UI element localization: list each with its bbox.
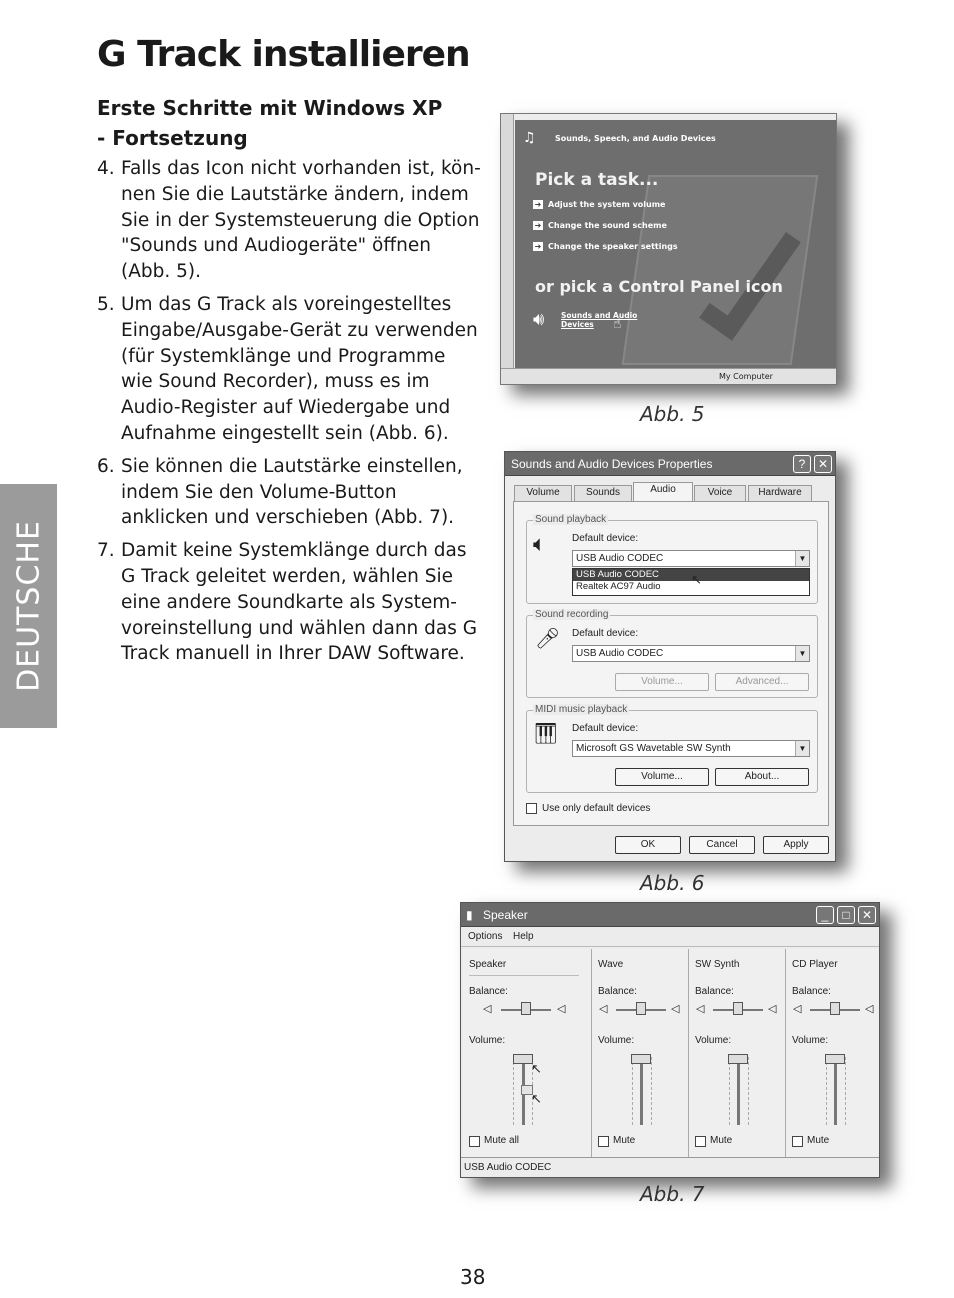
volume-button[interactable]: Volume... [615, 768, 709, 786]
tab-volume[interactable]: Volume [514, 485, 572, 501]
volume-slider[interactable] [513, 1054, 533, 1064]
balance-label: Balance: [695, 986, 734, 997]
list-item [97, 292, 482, 447]
balance-label: Balance: [469, 986, 508, 997]
status-bar [501, 368, 837, 385]
mute-label: Mute all [484, 1135, 520, 1146]
balance-slider[interactable] [636, 1002, 646, 1015]
sound-playback-group [526, 514, 818, 604]
list-item [97, 156, 482, 285]
speaker-right-icon: ◁ [865, 1003, 874, 1015]
sound-icon: ♫ [523, 130, 536, 146]
minimize-icon[interactable]: _ [816, 906, 834, 924]
mute-label: Mute [613, 1135, 636, 1146]
task-link[interactable] [533, 200, 665, 209]
keyboard-icon: 🎹︎ [533, 723, 559, 745]
maximize-icon[interactable]: □ [837, 906, 855, 924]
audio-properties-dialog [504, 451, 836, 862]
select-value: Microsoft GS Wavetable SW Synth [576, 743, 731, 754]
speaker-right-icon: ◁ [768, 1003, 777, 1015]
select-value: USB Audio CODEC [576, 648, 664, 659]
mute-checkbox[interactable] [598, 1136, 609, 1147]
channel-name: SW Synth [695, 959, 740, 970]
task-label: Change the speaker settings [548, 242, 678, 251]
playback-device-select[interactable] [572, 550, 810, 567]
volume-track [737, 1055, 740, 1125]
volume-slider[interactable] [825, 1054, 845, 1064]
menu-bar [461, 927, 879, 947]
volume-slider[interactable] [728, 1054, 748, 1064]
midi-playback-group [526, 704, 818, 793]
balance-label: Balance: [598, 986, 637, 997]
page-title: G Track installieren [97, 34, 470, 75]
balance-label: Balance: [792, 986, 831, 997]
arrow-cursor-icon: ↖ [531, 1061, 542, 1076]
balance-slider[interactable] [830, 1002, 840, 1015]
channel-name: Wave [598, 959, 624, 970]
advanced-button[interactable]: Advanced... [715, 673, 809, 691]
speaker-left-icon: ◁ [599, 1003, 608, 1015]
volume-label: Volume: [792, 1035, 829, 1046]
channel-sw-synth [688, 949, 785, 1157]
mute-checkbox[interactable] [695, 1136, 706, 1147]
close-icon[interactable]: ✕ [858, 906, 876, 924]
step-text: Um das G Track als voreingestelltes Eingabe/Ausgabe-Gerät zu verwenden (für Systemklänge und Programme wie Sound Recorder), muss es im Audio-Register auf Wiedergabe und Aufnahme eingestellt sein (Abb. 6). [121, 293, 478, 444]
channel-wave [591, 949, 688, 1157]
hand-cursor-icon: ☝︎ [613, 316, 622, 332]
chevron-down-icon[interactable]: ▼ [795, 551, 809, 566]
speaker-mixer-window [460, 902, 880, 1178]
list-item [97, 454, 482, 531]
channel-name: Speaker [469, 959, 507, 970]
ok-button[interactable]: OK [615, 836, 681, 854]
arrow-cursor-icon: ↖ [531, 1091, 542, 1106]
volume-label: Volume: [598, 1035, 635, 1046]
speaker-right-icon: ◁ [671, 1003, 680, 1015]
tab-voice[interactable]: Voice [694, 485, 746, 501]
window-title: Speaker [483, 908, 528, 922]
audio-tab-pane [513, 501, 829, 826]
dropdown-option[interactable]: USB Audio CODEC [573, 569, 809, 581]
apply-button[interactable]: Apply [763, 836, 829, 854]
channel-speaker [463, 949, 591, 1157]
step-number: 7. [97, 540, 115, 562]
sound-recording-group [526, 609, 818, 698]
task-pane [515, 120, 837, 368]
arrow-icon: ➜ [534, 221, 542, 230]
volume-label: Volume: [695, 1035, 732, 1046]
select-value: USB Audio CODEC [576, 553, 664, 564]
arrow-cursor-icon: ↖ [691, 572, 702, 587]
help-button[interactable]: ? [793, 455, 811, 473]
scrollbar[interactable] [501, 114, 514, 368]
title-bar [505, 452, 835, 476]
dialog-title: Sounds and Audio Devices Properties [511, 457, 713, 471]
chevron-down-icon[interactable]: ▼ [795, 646, 809, 661]
control-panel-heading: or pick a Control Panel icon [535, 277, 783, 296]
divider [469, 975, 579, 976]
group-legend: Sound recording [535, 609, 609, 620]
steps-list [97, 156, 482, 674]
arrow-icon: ➜ [534, 242, 542, 251]
group-legend: Sound playback [535, 514, 607, 525]
use-default-label: Use only default devices [542, 803, 651, 814]
speaker-left-icon: ◁ [793, 1003, 802, 1015]
status-bar [461, 1157, 879, 1177]
close-button[interactable]: ✕ [814, 455, 832, 473]
default-device-label: Default device: [572, 628, 639, 639]
status-text: My Computer [719, 372, 773, 381]
recording-device-select[interactable] [572, 645, 810, 662]
mixer-panel [463, 949, 879, 1157]
mute-label: Mute [710, 1135, 733, 1146]
speaker-icon: ▮ [466, 908, 473, 922]
speaker-icon: 🔈︎ [533, 531, 547, 556]
chevron-down-icon[interactable]: ▼ [795, 741, 809, 756]
volume-slider[interactable] [631, 1054, 651, 1064]
task-label: Change the sound scheme [548, 221, 667, 230]
use-default-checkbox[interactable] [526, 803, 537, 814]
cancel-button[interactable]: Cancel [689, 836, 755, 854]
menu-options[interactable]: Options [468, 931, 503, 942]
group-legend: MIDI music playback [535, 704, 628, 715]
task-link[interactable] [533, 221, 667, 230]
balance-slider[interactable] [733, 1002, 743, 1015]
volume-track [640, 1055, 643, 1125]
step-number: 6. [97, 455, 115, 477]
mute-checkbox[interactable] [469, 1136, 480, 1147]
task-link[interactable] [533, 242, 678, 251]
mute-label: Mute [807, 1135, 830, 1146]
figure-caption: Abb. 7 [640, 1182, 705, 1206]
list-item [97, 538, 482, 667]
step-text: Falls das Icon nicht vorhanden ist, kön-nen Sie die Lautstärke ändern, indem Sie in der Systemsteuerung die Option "Sounds und Audiogeräte" öffnen (Abb. 5). [121, 158, 481, 283]
figure-caption: Abb. 6 [640, 871, 705, 895]
step-text: Damit keine Systemklänge durch das G Track geleitet werden, wählen Sie eine andere Soundkarte als System-voreinstellung und wählen dann das G Track manuell in Ihrer DAW Software. [121, 540, 478, 665]
status-text: USB Audio CODEC [464, 1162, 552, 1173]
midi-device-select[interactable] [572, 740, 810, 757]
speaker-right-icon: ◁ [557, 1003, 566, 1015]
channel-name: CD Player [792, 959, 838, 970]
volume-button[interactable]: Volume... [615, 673, 709, 691]
menu-help[interactable]: Help [513, 931, 534, 942]
dropdown-option[interactable]: Realtek AC97 Audio [576, 581, 661, 592]
task-label: Adjust the system volume [548, 200, 666, 209]
speaker-left-icon: ◁ [696, 1003, 705, 1015]
language-label: DEUTSCHE [11, 520, 46, 692]
step-number: 4. [97, 158, 115, 179]
channel-cd-player [785, 949, 879, 1157]
step-number: 5. [97, 293, 115, 315]
arrow-icon: ➜ [534, 200, 542, 209]
page-number: 38 [460, 1265, 486, 1289]
tab-hardware[interactable]: Hardware [748, 485, 812, 501]
volume-track [834, 1055, 837, 1125]
balance-slider[interactable] [521, 1002, 531, 1015]
section-subtitle: Erste Schritte mit Windows XP - Fortsetzung [97, 96, 443, 150]
microphone-icon: 🎤︎ [535, 628, 561, 650]
about-button[interactable]: About... [715, 768, 809, 786]
title-bar [461, 903, 879, 927]
default-device-label: Default device: [572, 723, 639, 734]
figure-caption: Abb. 5 [640, 402, 705, 426]
language-side-tab [0, 484, 57, 728]
mute-checkbox[interactable] [792, 1136, 803, 1147]
control-panel-screenshot [500, 113, 837, 385]
speaker-left-icon: ◁ [483, 1003, 492, 1015]
tab-sounds[interactable]: Sounds [574, 485, 632, 501]
tab-audio[interactable]: Audio [633, 482, 693, 502]
volume-label: Volume: [469, 1035, 506, 1046]
step-text: Sie können die Lautstärke einstellen, indem Sie den Volume-Button anklicken und verschieben (Abb. 7). [121, 455, 463, 529]
speaker-icon[interactable]: 🔊︎ [533, 309, 545, 330]
default-device-label: Default device: [572, 533, 639, 544]
panel-header: Sounds, Speech, and Audio Devices [555, 134, 716, 143]
sounds-audio-link[interactable]: Sounds and Audio Devices [561, 311, 638, 329]
pick-task-heading: Pick a task... [535, 170, 659, 190]
